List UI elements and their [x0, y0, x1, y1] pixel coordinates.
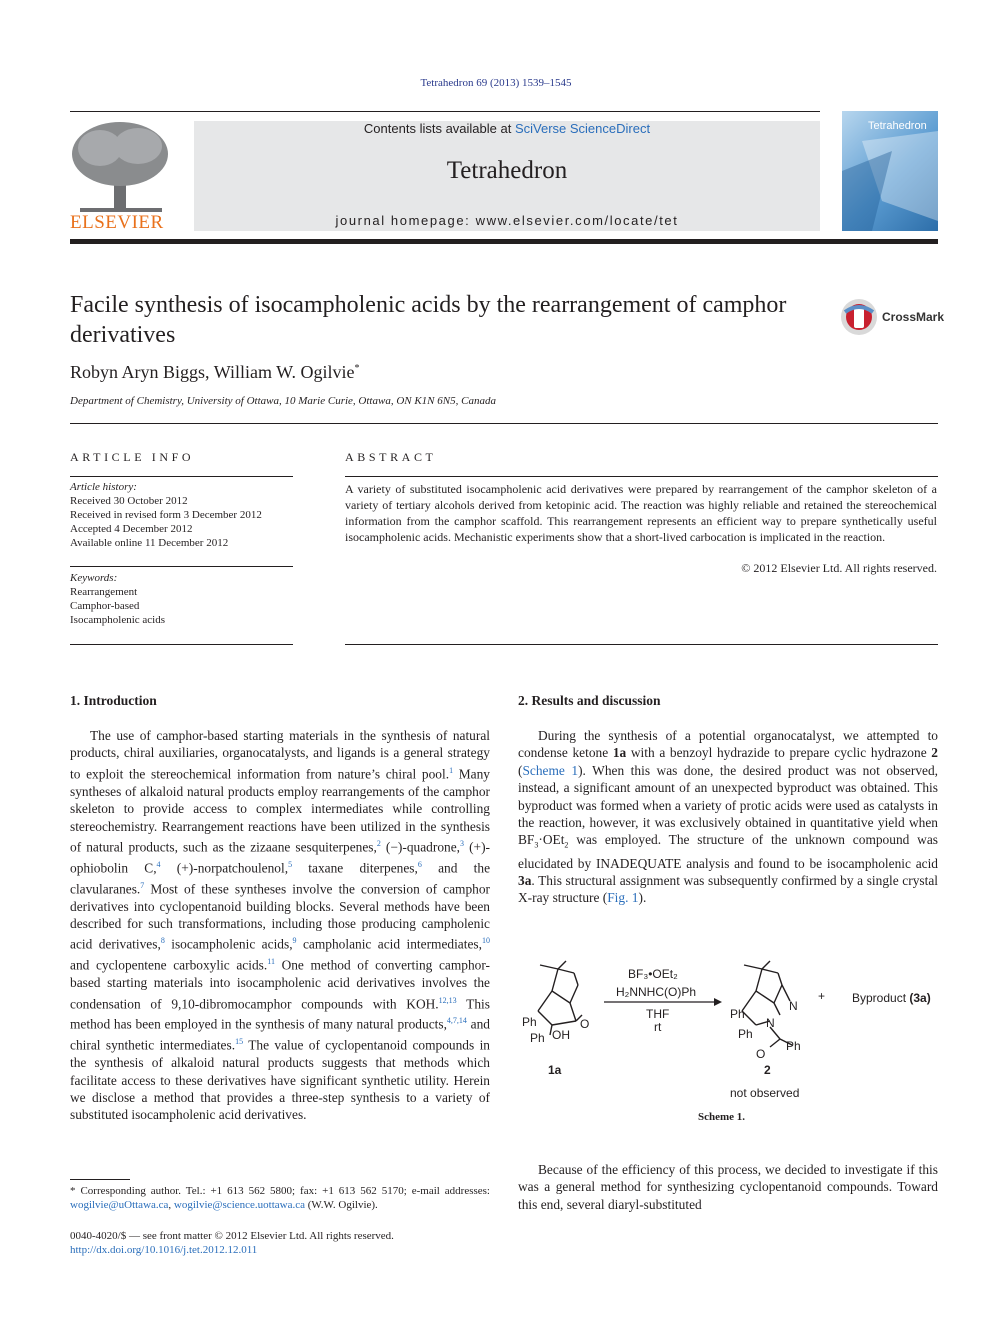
history-received: Received 30 October 2012	[70, 495, 188, 507]
citation[interactable]: 15	[235, 1037, 244, 1047]
cover-title: Tetrahedron	[868, 120, 927, 132]
crossmark-icon	[840, 298, 878, 336]
affiliation: Department of Chemistry, University of Ottawa, 10 Marie Curie, Ottawa, ON K1N 6N5, Canada	[70, 395, 496, 407]
carbonyl-label: O	[580, 1017, 590, 1031]
author-list: Robyn Aryn Biggs, William W. Ogilvie*	[70, 362, 360, 382]
citation[interactable]: 4	[156, 859, 161, 869]
hydroxyl-label: OH	[552, 1028, 570, 1042]
compound-1a-label: 1a	[548, 1063, 562, 1077]
history-online: Available online 11 December 2012	[70, 537, 229, 549]
citation[interactable]: 2	[376, 838, 381, 848]
byproduct-label: Byproduct (3a)	[852, 991, 931, 1005]
plus-sign: +	[818, 989, 826, 1003]
citation[interactable]: 1	[449, 765, 454, 775]
intro-body	[70, 727, 490, 1124]
reagent-1: BF₃•OEt₂	[628, 967, 678, 981]
citation[interactable]: 6	[417, 859, 422, 869]
compound-2-label: 2	[764, 1063, 771, 1077]
article-info-end-rule	[70, 644, 293, 645]
phenyl-label: Ph	[738, 1027, 753, 1041]
history-label: Article history:	[70, 481, 137, 493]
article-title: Facile synthesis of isocampholenic acids by the rearrangement of camphor derivatives	[70, 292, 787, 348]
email-link[interactable]: wogilvie@science.uottawa.ca	[173, 1199, 305, 1211]
article-history	[70, 480, 300, 550]
doi-link[interactable]: http://dx.doi.org/10.1016/j.tet.2012.12.011	[70, 1244, 258, 1256]
crossmark-badge[interactable]	[840, 298, 945, 338]
abstract-copyright: © 2012 Elsevier Ltd. All rights reserved.	[741, 561, 937, 575]
abstract-end-rule	[345, 644, 938, 645]
phenyl-label: Ph	[530, 1031, 545, 1045]
intro-heading: 1. Introduction	[70, 693, 157, 708]
article-info-rule	[70, 476, 293, 477]
article-info-heading: ARTICLE INFO	[70, 450, 195, 464]
reagent-2: H₂NNHC(O)Ph	[616, 985, 696, 999]
history-accepted: Accepted 4 December 2012	[70, 523, 193, 535]
abstract-text: A variety of substituted isocampholenic acid derivatives were prepared by rearrangement of the camphor skeleton of a variety of tertiary alcohols derived from ketopinic acid. The reaction was highly reliable and retained the stereochemical information from the camphor scaffold. This rearrangement represents an efficient way to prepare synthetically useful isocampholenic acids. Mechanistic experiments show that a short-lived carbocation is implicated in the reaction.	[345, 482, 937, 544]
keyword-item: Isocampholenic acids	[70, 614, 165, 626]
issn-line: 0040-4020/$ — see front matter © 2012 Elsevier Ltd. All rights reserved.	[70, 1230, 394, 1242]
intro-paragraph: The use of camphor-based starting materials in the synthesis of natural products, chiral auxiliaries, organocatalysts, and ligands is a general strategy to exploit the stereochemical information from nature’s chiral pool.$^1$ Many syntheses of alkaloid natural products employ rearrangements of the camphor skeleton to provide access to complex intermediates while controlling stereochemistry. Rearrangement reactions have been utilized in the synthesis of natural products, such as the zizaane sesquiterpenes,$^2$ (−)-quadrone,$^3$ (+)-ophiobolin C,$^4$ (+)-norpatchoulenol,$^5$ taxane diterpenes,$^6$ and the clavularanes.$^7$ Most of these syntheses involve the conversion of camphor derivatives into cyclopentanoid building blocks. Several methods have been described for such transformations, including those producing campholenic acid derivatives,$^8$ isocampholenic acids,$^9$ campholanic acid intermediates,$^{10}$ and cyclopentene carboxylic acids.$^{11}$ One method of converting camphor-based starting materials into isocampholenic acid derivatives involves the condensation of 9,10-dibromocamphor compounds with KOH.$^{12,13}$ This method has been employed in the synthesis of many natural products,$^{4,7,14}$ and chiral synthetic intermediates.$^{15}$ The value of cyclopentanoid compounds in the synthesis of alkaloid natural products suggests that methods which facilitate access to these derivatives have significant synthetic utility. Herein we disclose a method that provides a three-step synthesis to a variety of substituted isocampholenic acid derivatives.	[70, 728, 491, 1123]
corresponding-mark[interactable]: *	[354, 363, 360, 374]
carbonyl-label: O	[756, 1047, 766, 1061]
history-revised: Received in revised form 3 December 2012	[70, 509, 262, 521]
results-body	[518, 727, 938, 907]
nitrogen-label: N	[789, 999, 798, 1013]
elsevier-logo	[70, 120, 172, 232]
citation[interactable]: 3	[460, 838, 465, 848]
footnote-rule	[70, 1179, 130, 1180]
results-paragraph: During the synthesis of a potential organocatalyst, we attempted to condense ketone 1a with a benzoyl hydrazide to prepare cyclic hydrazone 2 (Scheme 1). When this was done, the desired product was not observed, instead, a significant amount of an unexpected byproduct was obtained. This byproduct was formed when a variety of protic acids were used as catalysts in the reaction, however, it was exclusively obtained in quantitative yield when $BF_3\cdot OEt_2$ was employed. The structure of the unknown compound was elucidated by INADEQUATE analysis and found to be isocampholenic acid 3a. This structural assignment was subsequently confirmed by a single crystal X-ray structure (Fig. 1).	[518, 728, 938, 906]
journal-name: Tetrahedron	[446, 157, 568, 184]
affiliation-rule	[70, 423, 938, 424]
scheme-link[interactable]: Scheme 1	[522, 762, 579, 778]
publisher-name: ELSEVIER	[70, 212, 164, 233]
solvent: THF	[646, 1007, 670, 1021]
results-heading: 2. Results and discussion	[518, 693, 661, 708]
nitrogen-label: N	[766, 1016, 775, 1030]
crossmark-label: CrossMark	[882, 310, 945, 324]
corresponding-footnote: * Corresponding author. Tel.: +1 613 562 5800; fax: +1 613 562 5170; e-mail addresses: wogilvie@uOttawa.ca, wogilvie@science.uottawa.ca (W.W. Ogilvie).	[70, 1185, 490, 1211]
abstract-rule	[345, 476, 938, 477]
citation[interactable]: 12,13	[438, 995, 457, 1005]
compound-1a-structure	[538, 961, 582, 1035]
scheme-1	[518, 955, 938, 1105]
abstract-heading: ABSTRACT	[345, 450, 437, 464]
keywords-label: Keywords:	[70, 572, 118, 584]
results-paragraph: Because of the efficiency of this process, we decided to investigate if this was a general method for synthesizing cyclopentanoid compounds. Toward this end, several diaryl-substituted	[518, 1162, 938, 1212]
journal-cover	[842, 111, 938, 231]
citation[interactable]: 7	[140, 880, 145, 890]
phenyl-label: Ph	[730, 1007, 745, 1021]
header-rule	[70, 111, 820, 112]
contents-line: Contents lists available at SciVerse ScienceDirect	[363, 121, 651, 136]
arrow-head-icon	[714, 998, 722, 1006]
email-link[interactable]: wogilvie@uOttawa.ca	[70, 1199, 169, 1211]
results-body-continued	[518, 1161, 938, 1213]
citation[interactable]: 4,7,14	[446, 1016, 467, 1026]
phenyl-label: Ph	[522, 1015, 537, 1029]
keyword-item: Rearrangement	[70, 586, 138, 598]
sciencedirect-link[interactable]: SciVerse ScienceDirect	[514, 121, 651, 136]
temperature: rt	[654, 1020, 662, 1034]
citation[interactable]: 8	[160, 936, 165, 946]
keyword-item: Camphor-based	[70, 600, 140, 612]
scheme-caption: Scheme 1.	[698, 1111, 746, 1123]
journal-banner	[194, 121, 820, 231]
citation[interactable]: 5	[288, 859, 293, 869]
citation[interactable]: 9	[292, 936, 297, 946]
journal-reference[interactable]: Tetrahedron 69 (2013) 1539–1545	[420, 77, 572, 89]
header-thick-rule	[70, 239, 938, 244]
elsevier-tree-icon	[70, 120, 172, 216]
citation[interactable]: 10	[481, 936, 490, 946]
figure-link[interactable]: Fig. 1	[607, 890, 639, 906]
phenyl-label: Ph	[786, 1039, 801, 1053]
keywords	[70, 571, 300, 627]
keywords-rule	[70, 566, 293, 567]
not-observed-label: not observed	[730, 1086, 800, 1100]
citation[interactable]: 11	[267, 957, 275, 967]
journal-homepage[interactable]: journal homepage: www.elsevier.com/locate/tet	[335, 213, 679, 228]
